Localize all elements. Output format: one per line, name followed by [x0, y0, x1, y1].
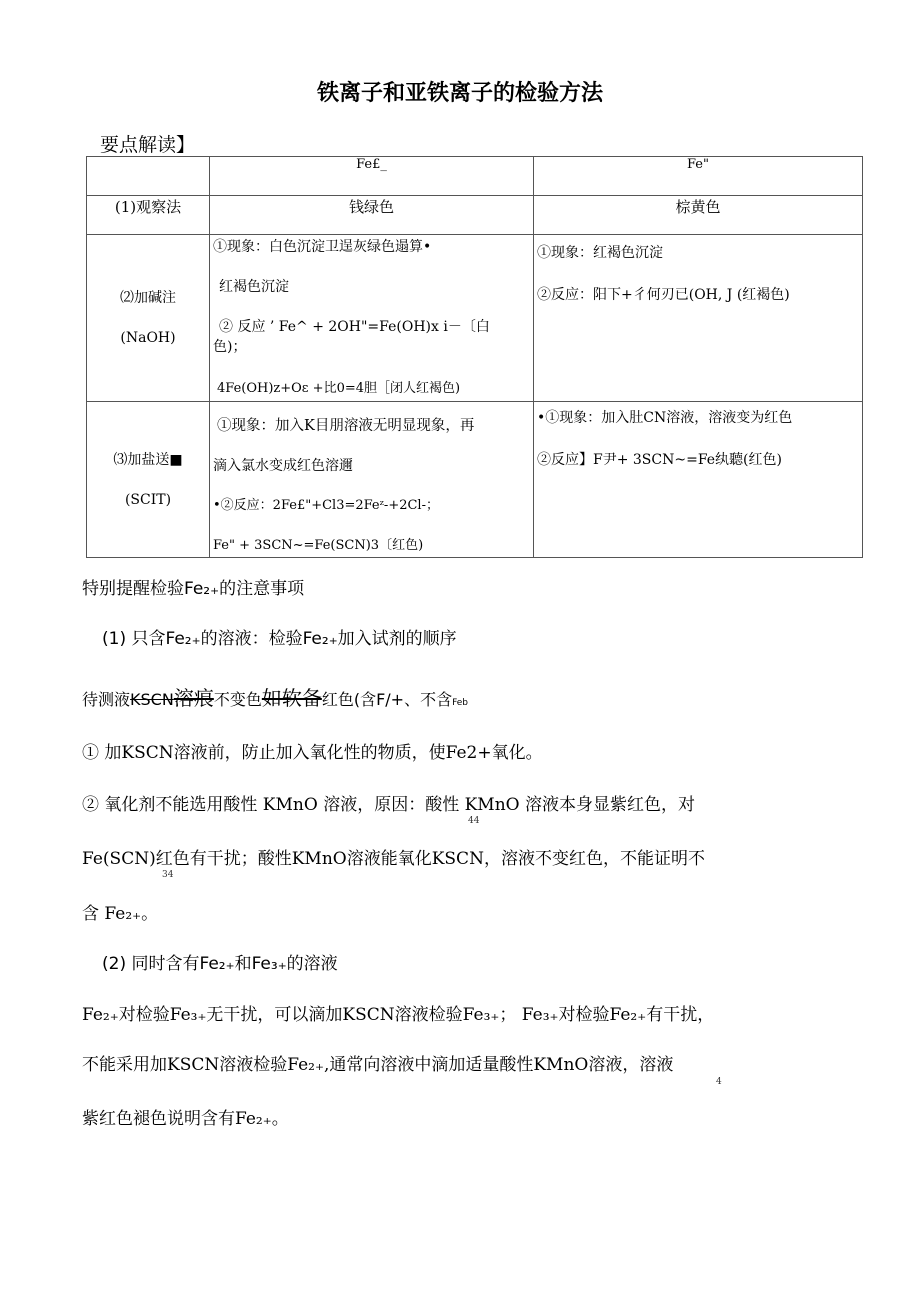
salt-ferrous-line1: ①现象：加入K目朋溶液无明显现象，再	[217, 418, 475, 434]
row-label-alkali-line1: ⑵加碱注	[120, 290, 176, 306]
alkali-ferric-line2: ②反应：阳下+彳何刃已(OH, J (红褐色)	[537, 287, 790, 303]
reagent-order-nochange: 不变色	[213, 690, 262, 709]
row-label-alkali-line2: (NaOH)	[120, 330, 176, 346]
alkali-ferric-cell	[534, 235, 863, 402]
row-label-observe: (1)观察法	[87, 196, 210, 235]
note-2-continued-subscript-mark: 34	[162, 870, 174, 880]
note-2-subscript-mark: 44	[468, 816, 480, 826]
salt-ferrous-line2: 滴入氯水变成红色溶邇	[213, 458, 353, 474]
reminder-heading: 特别提醒检验Fe₂₊的注意事项	[82, 579, 305, 599]
salt-ferrous-cell	[210, 402, 534, 558]
table-row-salt	[87, 402, 863, 558]
salt-ferric-line1: •①现象：加入肚CN溶液，溶液变为红色	[537, 410, 793, 426]
note-2-continued: Fe(SCN)红色有干扰；酸性KMnO溶液能氧化KSCN，溶液不变红色，不能证明不	[82, 849, 705, 869]
observe-ferrous-cell: 钱绿色	[210, 196, 534, 235]
alkali-ferric-line1: ①现象：红褐色沉淀	[537, 245, 663, 261]
observe-ferric-cell: 棕黄色	[534, 196, 863, 235]
alkali-ferrous-line1: ①现象：白色沉淀卫逞灰绿色遢算•	[213, 239, 432, 255]
row-label-salt	[87, 402, 210, 558]
page-title: 铁离子和亚铁离子的检验方法	[316, 81, 603, 106]
reagent-order-add: 如软备	[261, 686, 322, 710]
row-label-salt-line2: (SCIT)	[124, 491, 172, 508]
table-header-row	[87, 157, 863, 196]
case2-body-line3: 紫红色褪色说明含有Fe₂₊。	[82, 1109, 289, 1129]
reagent-order-sample: 待测液	[82, 690, 131, 709]
salt-ferric-cell	[534, 402, 863, 558]
table-row-alkali	[87, 235, 863, 402]
salt-ferric-line2: ②反应】F尹+ 3SCN~=Fe纨聽(红色)	[537, 452, 782, 468]
case1-heading: (1) 只含Fe₂₊的溶液：检验Fe₂₊加入试剂的顺序	[102, 629, 457, 649]
reagent-order-solution: 溶痕	[173, 686, 214, 710]
row-label-salt-line1: ⑶加盐送■	[113, 451, 183, 468]
header-empty-cell	[87, 157, 210, 196]
reagent-order-feb: Feb	[452, 698, 469, 708]
salt-ferrous-line3: •②反应：2Fe£"+Cl3=2Feᶻ-+2Cl-；	[213, 498, 439, 513]
table-row-observe	[87, 196, 863, 235]
alkali-ferrous-line4: 色)；	[213, 339, 247, 355]
case2-body-line2: 不能采用加KSCN溶液检验Fe₂₊,通常向溶液中滴加适量酸性KMnO溶液，溶液	[82, 1055, 674, 1075]
reagent-order-kscn: KSCN	[130, 690, 174, 709]
note-1: ① 加KSCN溶液前，防止加入氧化性的物质，使Fe2+氧化。	[82, 743, 543, 763]
row-label-alkali	[87, 235, 210, 402]
reagent-order-red: 红色(含F/+、不含	[321, 690, 453, 709]
alkali-ferrous-line2: 红褐色沉淀	[219, 279, 289, 295]
section-heading: 要点解读】	[100, 134, 196, 156]
comparison-table	[86, 156, 863, 558]
note-2-end: 含 Fe₂₊。	[82, 904, 159, 924]
alkali-ferrous-cell	[210, 235, 534, 402]
header-ferrous-cell: Fe£_	[210, 157, 534, 196]
header-ferric-cell: Fe"	[534, 157, 863, 196]
case2-body-line1: Fe₂₊对检验Fe₃₊无干扰，可以滴加KSCN溶液检验Fe₃₊； Fe₃₊对检验Fe₂₊有干扰，	[82, 1005, 715, 1025]
case2-subscript-mark: 4	[716, 1077, 722, 1087]
case2-heading: (2) 同时含有Fe₂₊和Fe₃₊的溶液	[102, 954, 338, 974]
note-2: ② 氧化剂不能选用酸性 KMnO 溶液，原因：酸性 KMnO 溶液本身显紫红色，对	[82, 795, 696, 815]
reagent-order-line	[82, 682, 468, 711]
alkali-ferrous-line5: 4Fe(OH)z+Oɛ +比0=4胆［闭人红褐色)	[217, 381, 461, 396]
salt-ferrous-line4: Fe" + 3SCN~=Fe(SCN)3〔红色)	[213, 538, 424, 553]
alkali-ferrous-line3: ② 反应 ’ Fe^ + 2OH"=Fe(OH)ⅹ i－〔白	[219, 319, 490, 335]
